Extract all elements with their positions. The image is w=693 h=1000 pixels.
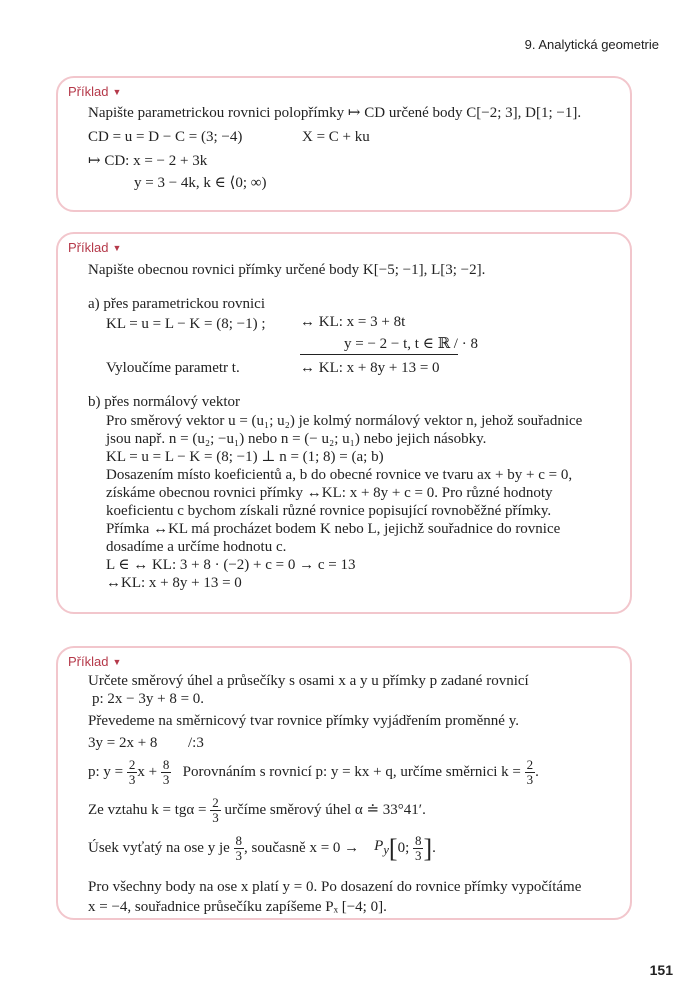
text-line: Dosazením místo koeficientů a, b do obecné rovnice ve tvaru ax + by + c = 0,	[106, 467, 573, 483]
conversion-text: Převedeme na směrnicový tvar rovnice přímky vyjádřením proměnné y.	[88, 713, 519, 729]
vector-cd: CD = u = D − C = (3; −4)	[88, 129, 243, 145]
eq-mid: x +	[137, 763, 158, 780]
fraction-intercept	[234, 834, 245, 863]
chapter-title: 9. Analytická geometrie	[524, 37, 659, 52]
text-line: KL = u = L − K = (8; −1) ⊥ n = (1; 8) = (a; b)	[106, 449, 384, 465]
frac-den: 3	[212, 809, 219, 825]
bracket-close: ]	[423, 833, 433, 863]
intercept-mid: , současně x = 0 →	[244, 839, 360, 856]
fraction-tg	[210, 796, 221, 825]
bracket-open: [	[388, 833, 398, 863]
slope-form-line: p: y = $\frac{2}{3}$ x + $\frac{8}{3}$ Porovnáním s rovnicí p: y = kx + q, určíme směrnici k = $\frac{2}{3}$ .	[88, 756, 539, 787]
text-line: Pro směrový vektor u = (u₁; u₂) je kolmý normálový vektor n, jehož souřadnice	[106, 413, 583, 429]
example-box-3	[56, 646, 632, 920]
example-label	[68, 84, 121, 99]
angle-lhs: Ze vztahu k = tgα =	[88, 801, 207, 818]
triangle-down-icon: ▼	[112, 243, 122, 253]
frac-num: 2	[212, 794, 219, 810]
method-b-heading: b) přes normálový vektor	[88, 394, 241, 410]
intercept-line: Úsek vyťatý na ose y je $\frac{8}{3}$ , současně x = 0 → $P_y$ [ 0; $\frac{8}{3}$ ] .	[88, 832, 436, 863]
compare-text: Porovnáním s rovnicí p: y = kx + q, určíme směrnici k =	[182, 763, 521, 780]
fraction-point-y	[413, 834, 424, 863]
example-label-text: Příklad	[68, 654, 109, 669]
text-line: koeficientu c bychom získali různé rovnice popisující rovnoběžné přímky.	[106, 503, 552, 519]
frac-num: 2	[128, 756, 136, 772]
example-box-2	[56, 232, 632, 614]
point-py	[374, 837, 389, 860]
ray-x-eq: ↦ CD: x = − 2 + 3k	[88, 153, 208, 169]
eliminate-text: Vyloučíme parametr t.	[106, 360, 240, 376]
point-x: 0;	[397, 839, 410, 856]
frac-num: 2	[526, 756, 534, 772]
triangle-down-icon: ▼	[112, 657, 122, 667]
task-equation: p: 2x − 3y + 8 = 0.	[92, 691, 205, 707]
example-box-1	[56, 76, 632, 212]
fraction-q	[161, 758, 172, 787]
text-line: L ∈ ↔ KL: 3 + 8 · (−2) + c = 0 → c = 13	[106, 557, 356, 573]
text-line: získáme obecnou rovnici přímky ↔KL: x + 8y + c = 0. Pro různé hodnoty	[106, 485, 553, 501]
method-a-heading: a) přes parametrickou rovnici	[88, 296, 266, 312]
frac-den: 3	[128, 771, 136, 787]
general-eq-result: ↔ KL: x + 8y + 13 = 0	[300, 360, 440, 376]
fraction-k	[127, 758, 138, 787]
divider-line	[300, 354, 458, 355]
text-line: jsou např. n = (u₂; −u₁) nebo n = (− u₂; u₁) nebo jejich násobky.	[106, 431, 487, 447]
equation-3y: 3y = 2x + 8	[88, 735, 158, 751]
frac-den: 3	[414, 847, 422, 863]
divide-note: /:3	[188, 735, 204, 751]
example-label-text: Příklad	[68, 84, 109, 99]
example-label	[68, 654, 121, 669]
final-text: x = −4, souřadnice průsečíku zapíšeme Pₓ [−4; 0].	[88, 899, 387, 915]
point-label: P	[374, 837, 384, 854]
frac-den: 3	[235, 847, 243, 863]
vector-kl: KL = u = L − K = (8; −1) ;	[106, 316, 266, 332]
final-text: Pro všechny body na ose x platí y = 0. Po dosazení do rovnice přímky vypočítáme	[88, 879, 582, 895]
task-text: Napište parametrickou rovnici polopřímky ↦ CD určené body C[−2; 3], D[1; −1].	[88, 105, 582, 121]
triangle-down-icon: ▼	[112, 87, 122, 97]
frac-num: 8	[235, 832, 243, 848]
point-subscript: y	[383, 842, 389, 857]
angle-line	[88, 790, 426, 830]
param-form: X = C + ku	[302, 129, 370, 145]
frac-num: 8	[414, 832, 422, 848]
ray-y-eq: y = 3 − 4k, k ∈ ⟨0; ∞)	[134, 175, 267, 191]
frac-den: 3	[162, 771, 170, 787]
text-line: Přímka ↔KL má procházet bodem K nebo L, jejichž souřadnice do rovnice	[106, 521, 561, 537]
text-line: ↔KL: x + 8y + 13 = 0	[106, 575, 242, 591]
task-text: Napište obecnou rovnici přímky určené body K[−5; −1], L[3; −2].	[88, 262, 486, 278]
frac-num: 8	[162, 756, 170, 772]
param-y-eq: y = − 2 − t, t ∈ ℝ / · 8	[344, 336, 478, 352]
eq-lhs: p: y =	[88, 763, 124, 780]
text-line: dosadíme a určíme hodnotu c.	[106, 539, 287, 555]
param-x-eq: ↔ KL: x = 3 + 8t	[300, 314, 406, 330]
angle-rhs: určíme směrový úhel α ≐ 33°41′.	[224, 801, 426, 818]
task-text: Určete směrový úhel a průsečíky s osami x a y u přímky p zadané rovnicí	[88, 673, 529, 689]
example-label-text: Příklad	[68, 240, 109, 255]
page-number: 151	[649, 962, 673, 978]
fraction-slope	[525, 758, 536, 787]
intercept-lhs: Úsek vyťatý na ose y je	[88, 839, 230, 856]
frac-den: 3	[526, 771, 534, 787]
example-label	[68, 240, 121, 255]
